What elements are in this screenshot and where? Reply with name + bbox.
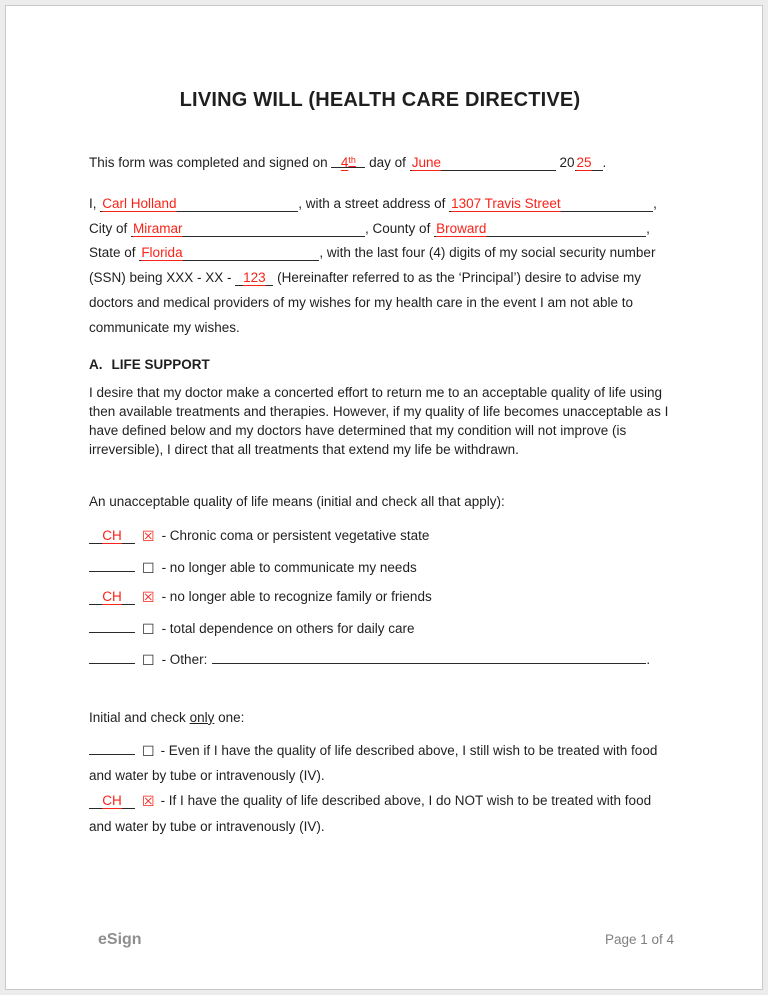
checkbox-icon[interactable]: ☐	[142, 653, 155, 670]
quality-row-other	[89, 648, 671, 672]
intro-s5: , State of	[89, 220, 650, 261]
checkbox-label: - If I have the quality of life described above, I do NOT wish to be treated with food and water by tube or intravenously (IV).	[89, 792, 652, 834]
day-suffix: th	[348, 155, 356, 165]
section-a-heading	[89, 356, 671, 373]
address-value: 1307 Travis Street	[451, 196, 561, 211]
intro-s2: , with a street address of	[298, 196, 446, 211]
date-prefix: This form was completed and signed on	[89, 155, 328, 170]
only-one-prefix: Initial and check	[89, 709, 190, 725]
initials-field[interactable]	[89, 528, 135, 544]
initials-value: CH	[102, 792, 122, 808]
checkbox-label: - Chronic coma or persistent vegetative state	[161, 528, 430, 544]
day-field[interactable]	[331, 152, 365, 168]
month-value: June	[411, 155, 441, 170]
month-field[interactable]	[410, 155, 556, 171]
document-page	[5, 5, 763, 990]
year-value: 25	[576, 155, 592, 170]
checkbox-label: - no longer able to communicate my needs	[161, 559, 417, 575]
ssn-field[interactable]	[235, 270, 273, 286]
initials-field[interactable]	[89, 589, 135, 605]
checkbox-label: - Even if I have the quality of life described above, I still wish to be treated with food and water by tube or intravenously (IV).	[89, 742, 658, 784]
day-value: 4	[340, 155, 349, 170]
address-field[interactable]	[449, 196, 653, 212]
county-field[interactable]	[434, 221, 646, 237]
date-middle: day of	[369, 155, 406, 170]
checkbox-icon[interactable]: ☐	[142, 621, 155, 638]
initials-field[interactable]	[89, 617, 135, 633]
intro-s6: , with the last four (4) digits of my social security number (SSN) being XXX - XX -	[89, 245, 656, 286]
year-field[interactable]	[575, 155, 603, 171]
name-field[interactable]	[100, 196, 298, 212]
checkbox-icon[interactable]: ☒	[142, 590, 155, 607]
initials-value: CH	[102, 589, 122, 605]
only-one-suffix: one:	[214, 709, 245, 725]
city-field[interactable]	[131, 221, 365, 237]
checkbox-label: - no longer able to recognize family or friends	[161, 589, 432, 605]
quality-row-coma	[89, 526, 671, 548]
only-one-list	[89, 739, 671, 839]
quality-check-list	[89, 526, 671, 672]
esign-logo: eSign	[98, 931, 142, 948]
initials-field[interactable]	[89, 793, 135, 809]
initials-value: CH	[102, 528, 122, 544]
page-number: Page 1 of 4	[604, 932, 674, 947]
only-one-row-feed	[89, 739, 671, 789]
quality-prompt: An unacceptable quality of life means (initial and check all that apply):	[89, 494, 505, 510]
section-a-number: A.	[89, 357, 103, 373]
county-value: Broward	[436, 220, 487, 236]
checkbox-icon[interactable]: ☐	[142, 743, 155, 760]
quality-row-recognize	[89, 587, 671, 609]
checkbox-icon[interactable]: ☒	[142, 529, 155, 546]
section-a-title: LIFE SUPPORT	[111, 357, 210, 373]
only-one-underlined: only	[189, 709, 215, 725]
state-value: Florida	[141, 245, 183, 261]
only-one-row-no-feed	[89, 789, 671, 839]
checkbox-label: - Other:	[161, 652, 208, 668]
page-footer	[98, 931, 674, 949]
section-a-body: I desire that my doctor make a concerted effort to return me to an acceptable quality of life using then available treatments and therapies. However, if my quality of life becomes unacceptable as I have defined below and my doctors have determined that my condition will not improve (is irreversible), I direct that all treatments that extend my life be withdrawn.	[89, 385, 669, 458]
date-end: .	[602, 155, 607, 170]
city-value: Miramar	[133, 220, 183, 236]
ssn-value: 123	[243, 270, 266, 286]
other-line-end: .	[646, 652, 651, 668]
initials-field[interactable]	[89, 648, 135, 664]
other-blank-line[interactable]	[212, 648, 646, 664]
intro-s7: (Hereinafter referred to as the ‘Principal’) desire to advise my doctors and medical providers of my wishes for my health care in the event I am not able to communicate my wishes.	[89, 270, 641, 335]
state-field[interactable]	[139, 245, 319, 261]
intro-s1: I,	[89, 196, 97, 211]
only-one-prompt	[89, 709, 671, 726]
checkbox-label: - total dependence on others for daily care	[161, 620, 415, 636]
intro-paragraph	[89, 192, 671, 340]
checkbox-icon[interactable]: ☐	[142, 560, 155, 577]
checkbox-icon[interactable]: ☒	[142, 793, 155, 810]
intro-s4: , County of	[365, 220, 431, 236]
date-line	[89, 152, 671, 171]
initials-field[interactable]	[89, 739, 135, 755]
page-content	[89, 6, 671, 839]
name-value: Carl Holland	[102, 196, 177, 211]
intro-s3: , City of	[89, 196, 657, 236]
quality-row-dependence	[89, 617, 671, 641]
initials-field[interactable]	[89, 556, 135, 572]
page-title: LIVING WILL (HEALTH CARE DIRECTIVE)	[179, 89, 581, 111]
year-prefix: 20	[559, 155, 575, 170]
quality-row-communicate	[89, 556, 671, 580]
